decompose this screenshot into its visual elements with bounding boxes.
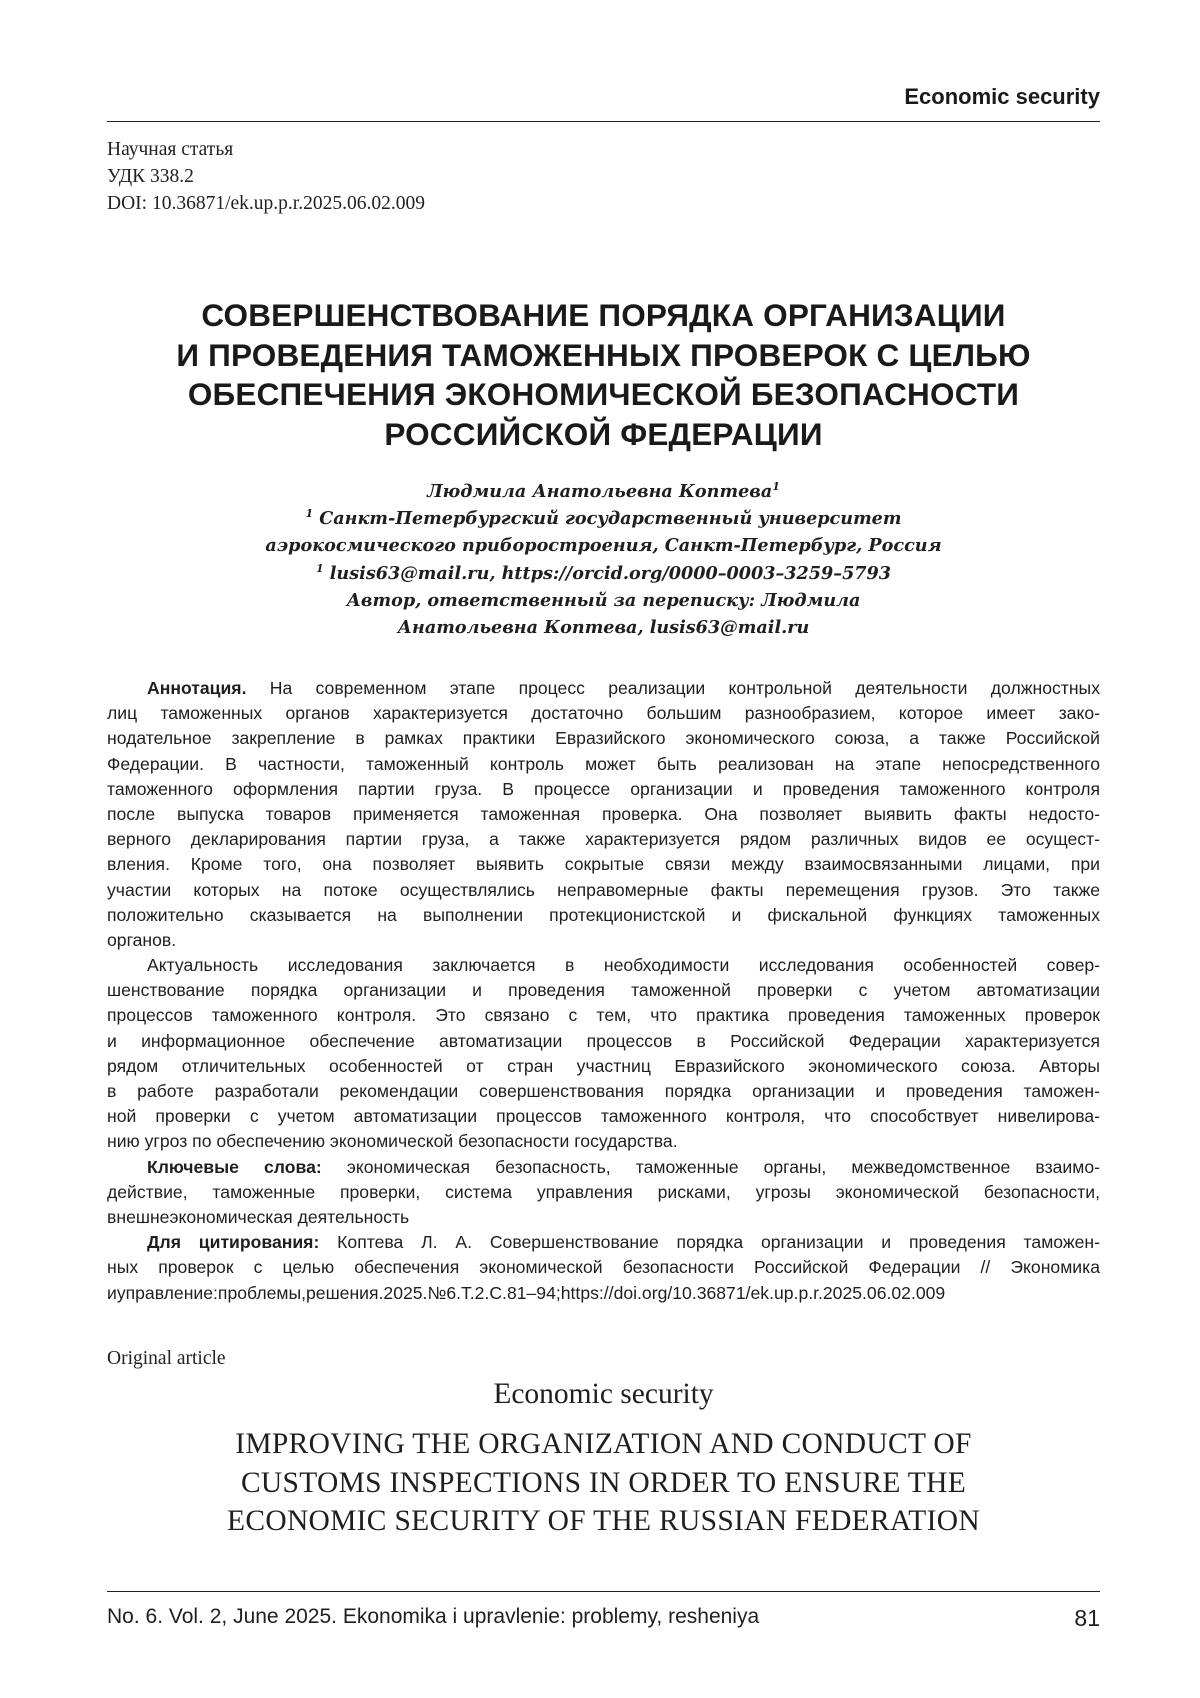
keywords-line: внешнеэкономическая деятельность xyxy=(107,1205,1100,1230)
abstract-line: органов. xyxy=(107,928,1100,953)
abstract-line: положительно сказывается на выполнении протекционистской и фискальной функциях таможенных xyxy=(107,903,1100,928)
title-ru-line: РОССИЙСКОЙ ФЕДЕРАЦИИ xyxy=(107,415,1100,455)
relevance-line: в работе разработали рекомендации совершенствования порядка организации и проведения таможен- xyxy=(107,1079,1100,1104)
journal-page xyxy=(0,0,1200,1698)
abstract-block xyxy=(107,676,1100,1306)
title-ru-line: ОБЕСПЕЧЕНИЯ ЭКОНОМИЧЕСКОЙ БЕЗОПАСНОСТИ xyxy=(107,375,1100,415)
page-number: 81 xyxy=(1074,1605,1100,1632)
udc-code: УДК 338.2 xyxy=(107,163,425,190)
affiliation-line-1 xyxy=(107,505,1100,532)
relevance-line: нию угроз по обеспечению экономической безопасности государства. xyxy=(107,1129,1100,1154)
abstract-line: лиц таможенных органов характеризуется достаточно большим разнообразием, которое имеет зако- xyxy=(107,701,1100,726)
section-en: Economic security xyxy=(107,1378,1100,1411)
keywords-label: Ключевые слова: xyxy=(147,1157,322,1177)
abstract-line: вления. Кроме того, она позволяет выявить сокрытые связи между взаимосвязанными лицами, при xyxy=(107,852,1100,877)
correspondence-line-2: Анатольевна Коптева, lusis63@mail.ru xyxy=(107,614,1100,641)
keywords-line: действие, таможенные проверки, система управления рисками, угрозы экономической безопасности, xyxy=(107,1180,1100,1205)
author-line xyxy=(107,478,1100,505)
abstract-line: после выпуска товаров применяется таможенная проверка. Она позволяет выявить факты недосто- xyxy=(107,802,1100,827)
citation-line: иуправление:проблемы,решения.2025.№6.Т.2.С.81–94;https://doi.org/10.36871/ek.up.p.r.2025.06.02.009 xyxy=(107,1281,1100,1306)
contact-line xyxy=(107,560,1100,587)
relevance-line: и информационное обеспечение автоматизации процессов в Российской Федерации характеризуется xyxy=(107,1029,1100,1054)
relevance-line: ной проверки с учетом автоматизации процессов таможенного контроля, что способствует нивелирова- xyxy=(107,1104,1100,1129)
running-head-section: Economic security xyxy=(107,84,1100,110)
relevance-line: шенствование порядка организации и проведения таможенной проверки с учетом автоматизации xyxy=(107,978,1100,1003)
abstract-line xyxy=(107,676,1100,701)
author-sup: 1 xyxy=(772,480,780,493)
citation-line: ных проверок с целью обеспечения экономической безопасности Российской Федерации // Экономика xyxy=(107,1255,1100,1280)
article-title-en xyxy=(107,1425,1100,1541)
citation-label: Для цитирования: xyxy=(147,1232,319,1252)
contact-text: lusis63@mail.ru, https://orcid.org/0000–0003–3259–5793 xyxy=(330,563,891,584)
correspondence-line-1: Автор, ответственный за переписку: Людмила xyxy=(107,587,1100,614)
citation-line xyxy=(107,1230,1100,1255)
affiliation-line-2: аэрокосмического приборостроения, Санкт-Петербург, Россия xyxy=(107,532,1100,559)
relevance-line: Актуальность исследования заключается в необходимости исследования особенностей совер- xyxy=(107,953,1100,978)
header-rule xyxy=(107,121,1100,122)
author-name: Людмила Анатольевна Коптева xyxy=(427,481,772,502)
title-en-line: ECONOMIC SECURITY OF THE RUSSIAN FEDERATION xyxy=(107,1502,1100,1541)
footer-issue: No. 6. Vol. 2, June 2025. Ekonomika i upravlenie: problemy, resheniya xyxy=(107,1605,759,1629)
affiliation-text-1: Санкт-Петербургский государственный университет xyxy=(319,508,901,529)
citation-text: Коптева Л. А. Совершенствование порядка организации и проведения таможен- xyxy=(337,1232,1100,1252)
title-ru-line: И ПРОВЕДЕНИЯ ТАМОЖЕННЫХ ПРОВЕРОК С ЦЕЛЬЮ xyxy=(107,336,1100,376)
abstract-label: Аннотация. xyxy=(147,678,246,698)
abstract-line: таможенного оформления партии груза. В процессе организации и проведения таможенного контроля xyxy=(107,777,1100,802)
abstract-line: участии которых на потоке осуществлялись неправомерные факты перемещения грузов. Это также xyxy=(107,878,1100,903)
doi: DOI: 10.36871/ek.up.p.r.2025.06.02.009 xyxy=(107,190,425,217)
article-type: Научная статья xyxy=(107,136,425,163)
author-block xyxy=(107,478,1100,641)
keywords-line xyxy=(107,1155,1100,1180)
relevance-line: рядом отличительных особенностей от стран участниц Евразийского экономического союза. Авторы xyxy=(107,1054,1100,1079)
keywords-text: экономическая безопасность, таможенные органы, межведомственное взаимо- xyxy=(347,1157,1100,1177)
footer-rule xyxy=(107,1591,1100,1592)
affiliation-sup: 1 xyxy=(305,507,313,520)
title-ru-line: СОВЕРШЕНСТВОВАНИЕ ПОРЯДКА ОРГАНИЗАЦИИ xyxy=(107,296,1100,336)
contact-sup: 1 xyxy=(316,562,324,575)
article-type-en: Original article xyxy=(107,1348,226,1370)
abstract-line: верного декларирования партии груза, а также характеризуется рядом различных видов ее осущест- xyxy=(107,827,1100,852)
abstract-text: На современном этапе процесс реализации контрольной деятельности должностных xyxy=(270,678,1100,698)
article-meta xyxy=(107,136,425,217)
title-en-line: IMPROVING THE ORGANIZATION AND CONDUCT OF xyxy=(107,1425,1100,1464)
relevance-line: процессов таможенного контроля. Это связано с тем, что практика проведения таможенных проверок xyxy=(107,1003,1100,1028)
article-title-ru xyxy=(107,296,1100,454)
abstract-line: нодательное закрепление в рамках практики Евразийского экономического союза, а также Российской xyxy=(107,726,1100,751)
abstract-line: Федерации. В частности, таможенный контроль может быть реализован на этапе непосредственного xyxy=(107,752,1100,777)
title-en-line: CUSTOMS INSPECTIONS IN ORDER TO ENSURE THE xyxy=(107,1464,1100,1503)
